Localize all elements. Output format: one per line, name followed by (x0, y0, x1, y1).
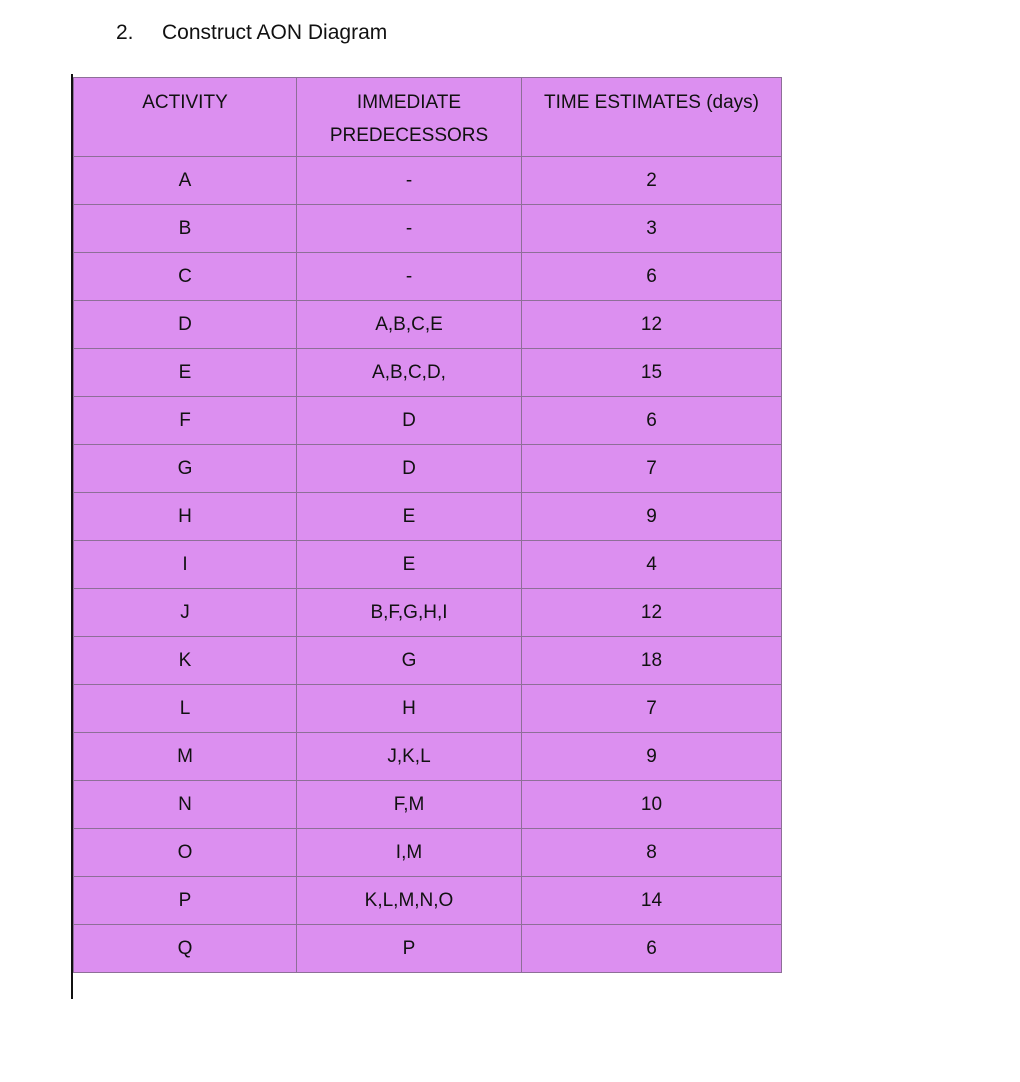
predecessors-cell: A,B,C,D, (297, 349, 522, 397)
activity-table (73, 77, 782, 973)
table-row (74, 685, 782, 733)
table-row (74, 349, 782, 397)
predecessors-cell: A,B,C,E (297, 301, 522, 349)
activity-cell: N (74, 781, 297, 829)
time-cell: 12 (522, 589, 782, 637)
header-predecessors-line1: IMMEDIATE (356, 92, 462, 113)
question-title: Construct AON Diagram (162, 21, 388, 44)
predecessors-cell: - (297, 205, 522, 253)
predecessors-cell: I,M (297, 829, 522, 877)
header-predecessors (297, 78, 522, 157)
table-row (74, 829, 782, 877)
table-row (74, 733, 782, 781)
question-heading (116, 19, 387, 47)
activity-cell: O (74, 829, 297, 877)
activity-cell: G (74, 445, 297, 493)
activity-cell: D (74, 301, 297, 349)
table-row (74, 205, 782, 253)
table-row (74, 397, 782, 445)
activity-cell: E (74, 349, 297, 397)
time-cell: 9 (522, 493, 782, 541)
table-row (74, 637, 782, 685)
time-cell: 15 (522, 349, 782, 397)
time-cell: 3 (522, 205, 782, 253)
time-cell: 9 (522, 733, 782, 781)
activity-cell: Q (74, 925, 297, 973)
predecessors-cell: B,F,G,H,I (297, 589, 522, 637)
predecessors-cell: P (297, 925, 522, 973)
time-cell: 12 (522, 301, 782, 349)
time-cell: 8 (522, 829, 782, 877)
activity-cell: J (74, 589, 297, 637)
table-row (74, 445, 782, 493)
table-row (74, 877, 782, 925)
activity-cell: F (74, 397, 297, 445)
time-cell: 6 (522, 925, 782, 973)
table-row (74, 157, 782, 205)
activity-cell: I (74, 541, 297, 589)
table-row (74, 301, 782, 349)
time-cell: 14 (522, 877, 782, 925)
activity-cell: A (74, 157, 297, 205)
time-cell: 6 (522, 397, 782, 445)
time-cell: 18 (522, 637, 782, 685)
table-row (74, 589, 782, 637)
activity-cell: P (74, 877, 297, 925)
header-predecessors-line2: PREDECESSORS (329, 125, 489, 146)
predecessors-cell: H (297, 685, 522, 733)
predecessors-cell: - (297, 253, 522, 301)
activity-cell: M (74, 733, 297, 781)
predecessors-cell: D (297, 397, 522, 445)
table-row (74, 253, 782, 301)
predecessors-cell: G (297, 637, 522, 685)
time-cell: 6 (522, 253, 782, 301)
activity-cell: H (74, 493, 297, 541)
predecessors-cell: E (297, 541, 522, 589)
activity-cell: C (74, 253, 297, 301)
time-cell: 7 (522, 445, 782, 493)
question-number: 2. (116, 21, 134, 44)
activity-cell: L (74, 685, 297, 733)
time-cell: 2 (522, 157, 782, 205)
table-row (74, 493, 782, 541)
predecessors-cell: - (297, 157, 522, 205)
time-cell: 4 (522, 541, 782, 589)
table-row (74, 541, 782, 589)
predecessors-cell: E (297, 493, 522, 541)
predecessors-cell: J,K,L (297, 733, 522, 781)
activity-cell: B (74, 205, 297, 253)
table-header-row (74, 78, 782, 157)
time-cell: 10 (522, 781, 782, 829)
activity-cell: K (74, 637, 297, 685)
predecessors-cell: F,M (297, 781, 522, 829)
predecessors-cell: K,L,M,N,O (297, 877, 522, 925)
table-row (74, 781, 782, 829)
header-activity: ACTIVITY (74, 78, 297, 157)
table-row (74, 925, 782, 973)
header-time: TIME ESTIMATES (days) (522, 78, 782, 157)
time-cell: 7 (522, 685, 782, 733)
predecessors-cell: D (297, 445, 522, 493)
